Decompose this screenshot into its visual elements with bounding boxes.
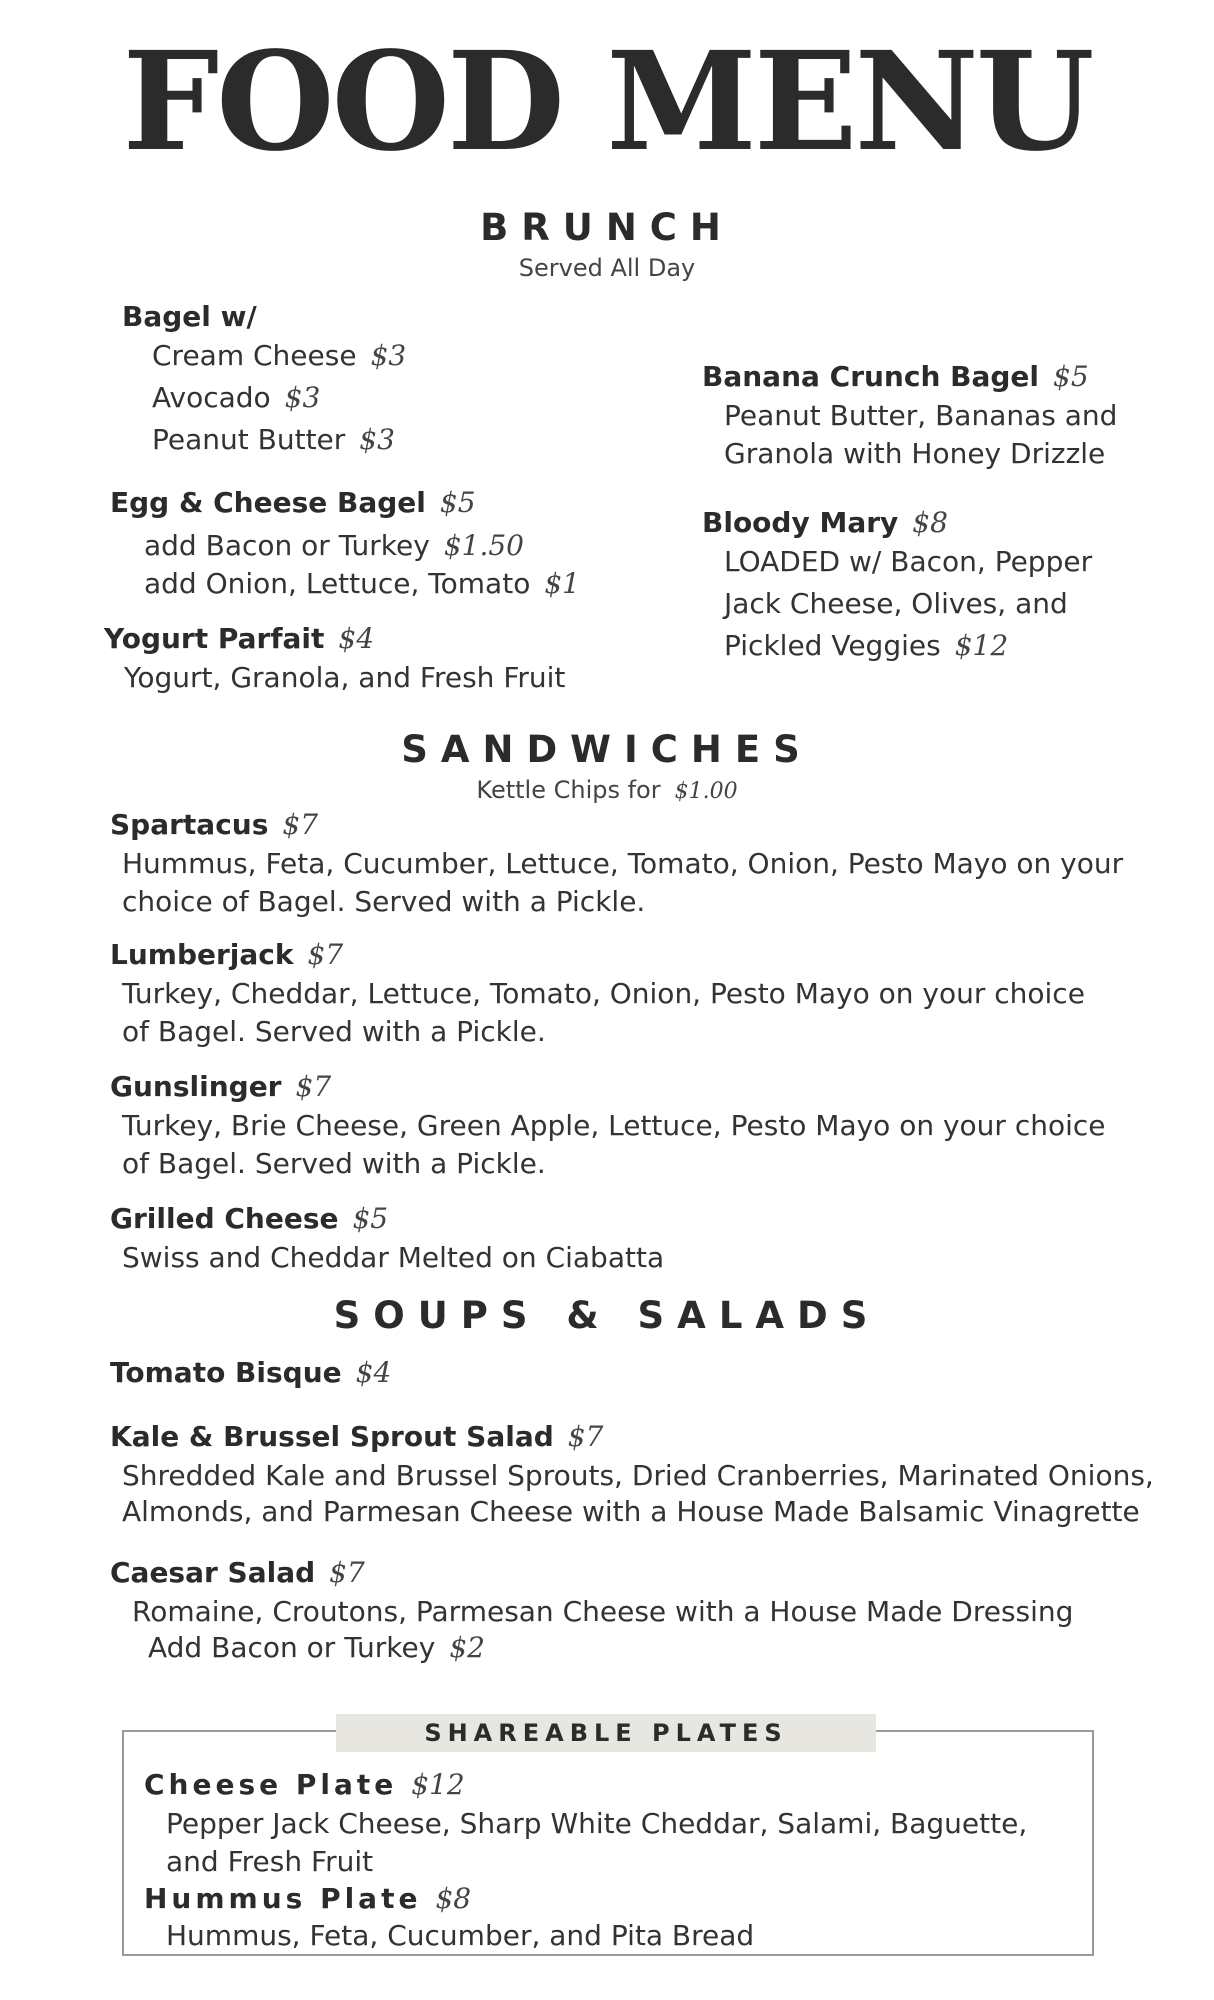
loaded-desc: Pickled Veggies (724, 629, 941, 662)
item-name: Cheese Plate (144, 1768, 398, 1801)
option-price: $3 (370, 339, 407, 372)
option-label: Avocado (152, 381, 271, 414)
item-name: Bloody Mary (702, 506, 899, 539)
item-name: Lumberjack (110, 938, 294, 971)
bagel-option (152, 422, 395, 458)
kale-desc: Almonds, and Parmesan Cheese with a House Made Balsamic Vinagrette (122, 1495, 1140, 1528)
caesar-item (110, 1556, 365, 1589)
bloody-mary-item (702, 506, 948, 539)
item-price: $12 (411, 1768, 465, 1801)
banana-desc: Granola with Honey Drizzle (724, 437, 1106, 470)
menu-title: FOOD MENU (122, 22, 1092, 182)
item-price: $5 (1053, 360, 1089, 393)
sandwiches-subheading (0, 776, 1214, 804)
bagel-option (152, 380, 320, 416)
banana-item (702, 360, 1089, 393)
item-price: $8 (912, 506, 948, 539)
item-name: Hummus Plate (144, 1882, 422, 1915)
bloody-desc-loaded (724, 628, 1008, 664)
item-name: Grilled Cheese (110, 1202, 339, 1235)
sandwich-desc: Hummus, Feta, Cucumber, Lettuce, Tomato, Onion, Pesto Mayo on your (122, 847, 1124, 880)
sandwich-desc: Swiss and Cheddar Melted on Ciabatta (122, 1241, 665, 1274)
addon-label: add Onion, Lettuce, Tomato (144, 567, 531, 600)
egg-cheese-addon (144, 528, 524, 564)
hummus-plate-item (144, 1882, 471, 1915)
item-price: $4 (355, 1356, 392, 1389)
egg-cheese-item (110, 486, 476, 519)
item-name: Yogurt Parfait (104, 622, 325, 655)
bloody-desc: LOADED w/ Bacon, Pepper (724, 545, 1093, 578)
brunch-subheading: Served All Day (518, 254, 696, 282)
chips-price: $1.00 (674, 779, 738, 804)
option-price: $3 (359, 423, 395, 456)
banana-desc: Peanut Butter, Bananas and (724, 399, 1118, 432)
item-name: Kale & Brussel Sprout Salad (110, 1420, 554, 1453)
sandwich-item (110, 1202, 388, 1235)
sandwich-item (110, 1070, 331, 1103)
option-price: $3 (284, 381, 321, 414)
addon-label: add Bacon or Turkey (144, 529, 430, 562)
item-price: $7 (307, 938, 344, 971)
chips-label: Kettle Chips for (476, 776, 661, 804)
kale-desc: Shredded Kale and Brussel Sprouts, Dried Cranberries, Marinated Onions, (122, 1459, 1154, 1492)
item-name: Spartacus (110, 808, 269, 841)
cheese-plate-item (144, 1768, 465, 1801)
sandwich-desc: Turkey, Brie Cheese, Green Apple, Lettuce, Pesto Mayo on your choice (122, 1109, 1106, 1142)
option-label: Peanut Butter (152, 423, 346, 456)
addon-label: Add Bacon or Turkey (148, 1631, 436, 1664)
item-name: Egg & Cheese Bagel (110, 486, 426, 519)
item-price: $7 (295, 1070, 332, 1103)
brunch-heading: BRUNCH (480, 206, 734, 249)
item-name: Tomato Bisque (110, 1356, 342, 1389)
hummus-plate-desc: Hummus, Feta, Cucumber, and Pita Bread (166, 1919, 755, 1952)
item-price: $5 (352, 1202, 389, 1235)
loaded-price: $12 (954, 629, 1009, 662)
item-price: $8 (435, 1882, 472, 1915)
bagel-title: Bagel w/ (122, 300, 257, 333)
shareable-heading: SHAREABLE PLATES (336, 1714, 876, 1752)
soups-heading: SOUPS & SALADS (333, 1294, 881, 1337)
addon-price: $1.50 (443, 529, 524, 562)
tomato-bisque-item (110, 1356, 391, 1389)
egg-cheese-addon (144, 566, 580, 602)
caesar-addon (148, 1630, 485, 1666)
sandwiches-heading: SANDWICHES (401, 728, 813, 771)
item-price: $7 (282, 808, 319, 841)
item-price: $7 (567, 1420, 604, 1453)
addon-price: $1 (544, 567, 580, 600)
bloody-desc: Jack Cheese, Olives, and (724, 587, 1068, 620)
item-price: $4 (338, 622, 375, 655)
item-price: $5 (439, 486, 476, 519)
item-name: Caesar Salad (110, 1556, 316, 1589)
bagel-option (152, 338, 406, 374)
cheese-plate-desc: Pepper Jack Cheese, Sharp White Cheddar, Salami, Baguette, (166, 1807, 1028, 1840)
item-name: Gunslinger (110, 1070, 282, 1103)
cheese-plate-desc: and Fresh Fruit (166, 1845, 374, 1878)
sandwich-item (110, 938, 343, 971)
sandwich-desc: Turkey, Cheddar, Lettuce, Tomato, Onion, Pesto Mayo on your choice (122, 977, 1085, 1010)
caesar-desc: Romaine, Croutons, Parmesan Cheese with a House Made Dressing (132, 1595, 1074, 1628)
sandwich-desc: choice of Bagel. Served with a Pickle. (122, 885, 646, 918)
kale-salad-item (110, 1420, 603, 1453)
yogurt-item (104, 622, 374, 655)
item-price: $7 (329, 1556, 365, 1589)
sandwich-item (110, 808, 318, 841)
item-name: Banana Crunch Bagel (702, 360, 1040, 393)
sandwich-desc: of Bagel. Served with a Pickle. (122, 1015, 546, 1048)
addon-price: $2 (449, 1631, 485, 1664)
sandwich-desc: of Bagel. Served with a Pickle. (122, 1147, 546, 1180)
yogurt-desc: Yogurt, Granola, and Fresh Fruit (124, 661, 566, 694)
option-label: Cream Cheese (152, 339, 357, 372)
